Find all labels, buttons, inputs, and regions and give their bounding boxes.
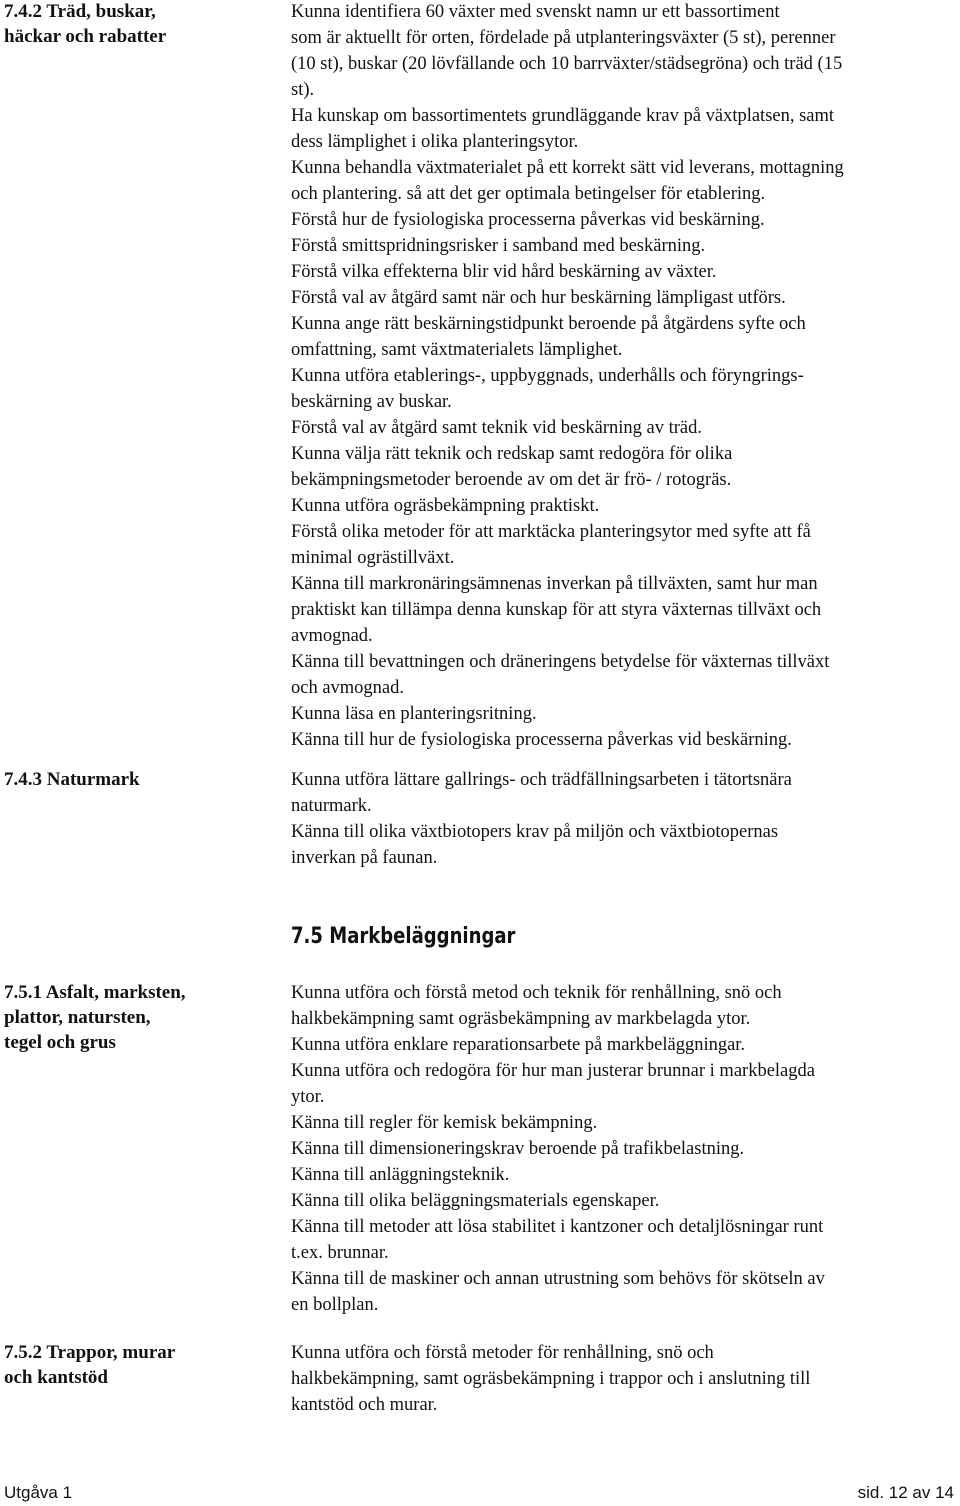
body-line: kantstöd och murar. [291, 1395, 438, 1415]
body-line: naturmark. [291, 796, 372, 816]
body-line: Känna till bevattningen och dräneringens betydelse för växternas tillväxt [291, 652, 830, 672]
body-line: Ha kunskap om bassortimentets grundläggande krav på växtplatsen, samt [291, 106, 835, 126]
body-line: Känna till hur de fysiologiska processerna påverkas vid beskärning. [291, 730, 792, 750]
footer-edition: Utgåva 1 [4, 1483, 73, 1502]
body-line: en bollplan. [291, 1295, 379, 1315]
heading-line: 7.4.2 Träd, buskar, [4, 1, 156, 22]
body-line: Förstå olika metoder för att marktäcka planteringsytor med syfte att få [291, 522, 811, 542]
body-line: st). [291, 80, 315, 100]
section-title-7-5: 7.5 Markbeläggningar [291, 924, 516, 949]
body-line: Kunna ange rätt beskärningstidpunkt beroende på åtgärdens syfte och [291, 314, 806, 334]
body-line: Känna till regler för kemisk bekämpning. [291, 1113, 598, 1133]
body-line: Känna till de maskiner och annan utrustning som behövs för skötseln av [291, 1269, 825, 1289]
body-line: Kunna behandla växtmaterialet på ett korrekt sätt vid leverans, mottagning [291, 158, 844, 178]
body-line: Kunna utföra och förstå metoder för renhållning, snö och [291, 1343, 714, 1363]
body-line: Förstå val av åtgärd samt när och hur beskärning lämpligast utförs. [291, 288, 786, 308]
section-heading-7-5-1 [4, 980, 186, 1055]
footer-page-number: sid. 12 av 14 [857, 1483, 954, 1502]
body-line: och plantering. så att det ger optimala betingelser för etablering. [291, 184, 766, 204]
body-line: Förstå vilka effekterna blir vid hård beskärning av växter. [291, 262, 717, 282]
heading-line: 7.5.2 Trappor, murar [4, 1342, 176, 1363]
heading-line: tegel och grus [4, 1032, 116, 1053]
body-line: halkbekämpning samt ogräsbekämpning av markbelagda ytor. [291, 1009, 751, 1029]
body-line: Kunna utföra och förstå metod och teknik för renhållning, snö och [291, 983, 782, 1003]
body-line: minimal ogrästillväxt. [291, 548, 455, 568]
body-line: t.ex. brunnar. [291, 1243, 389, 1263]
body-line: praktiskt kan tillämpa denna kunskap för att styra växternas tillväxt och [291, 600, 822, 620]
body-line: Förstå val av åtgärd samt teknik vid beskärning av träd. [291, 418, 703, 438]
body-line: bekämpningsmetoder beroende av om det är frö- / rotogräs. [291, 470, 732, 490]
section-heading-7-4-2 [4, 0, 166, 49]
body-line: Kunna utföra enklare reparationsarbete på markbeläggningar. [291, 1035, 746, 1055]
heading-line: plattor, natursten, [4, 1007, 151, 1028]
section-heading-7-4-3 [4, 767, 140, 792]
body-line: beskärning av buskar. [291, 392, 452, 412]
body-line: och avmognad. [291, 678, 405, 698]
body-line: dess lämplighet i olika planteringsytor. [291, 132, 579, 152]
body-line: Kunna välja rätt teknik och redskap samt redogöra för olika [291, 444, 733, 464]
body-line: inverkan på faunan. [291, 848, 438, 868]
body-line: omfattning, samt växtmaterialets lämplighet. [291, 340, 623, 360]
body-line: Känna till anläggningsteknik. [291, 1165, 510, 1185]
body-line: Känna till dimensioneringskrav beroende på trafikbelastning. [291, 1139, 745, 1159]
body-line: som är aktuellt för orten, fördelade på utplanteringsväxter (5 st), perenner [291, 28, 836, 48]
body-line: Kunna identifiera 60 växter med svenskt namn ur ett bassortiment [291, 2, 780, 22]
heading-line: häckar och rabatter [4, 26, 167, 47]
body-line: halkbekämpning, samt ogräsbekämpning i trappor och i anslutning till [291, 1369, 811, 1389]
heading-line: 7.4.3 Naturmark [4, 769, 140, 790]
body-line: Känna till olika beläggningsmaterials egenskaper. [291, 1191, 660, 1211]
body-line: avmognad. [291, 626, 373, 646]
body-line: Kunna utföra och redogöra för hur man justerar brunnar i markbelagda [291, 1061, 815, 1081]
body-line: (10 st), buskar (20 lövfällande och 10 barrväxter/städsegröna) och träd (15 [291, 54, 843, 74]
body-line: Kunna utföra lättare gallrings- och trädfällningsarbeten i tätortsnära [291, 770, 792, 790]
section-heading-7-5-2 [4, 1340, 175, 1390]
body-line: Känna till olika växtbiotopers krav på miljön och växtbiotopernas [291, 822, 779, 842]
body-line: Kunna utföra ogräsbekämpning praktiskt. [291, 496, 600, 516]
body-line: Kunna utföra etablerings-, uppbyggnads, underhålls och föryngrings- [291, 366, 804, 386]
body-line: ytor. [291, 1087, 325, 1107]
heading-line: och kantstöd [4, 1367, 108, 1388]
body-line: Kunna läsa en planteringsritning. [291, 704, 537, 724]
body-line: Känna till markronäringsämnenas inverkan på tillväxten, samt hur man [291, 574, 818, 594]
body-line: Förstå hur de fysiologiska processerna påverkas vid beskärning. [291, 210, 765, 230]
body-line: Förstå smittspridningsrisker i samband med beskärning. [291, 236, 706, 256]
heading-line: 7.5.1 Asfalt, marksten, [4, 982, 186, 1003]
body-line: Känna till metoder att lösa stabilitet i kantzoner och detaljlösningar runt [291, 1217, 824, 1237]
